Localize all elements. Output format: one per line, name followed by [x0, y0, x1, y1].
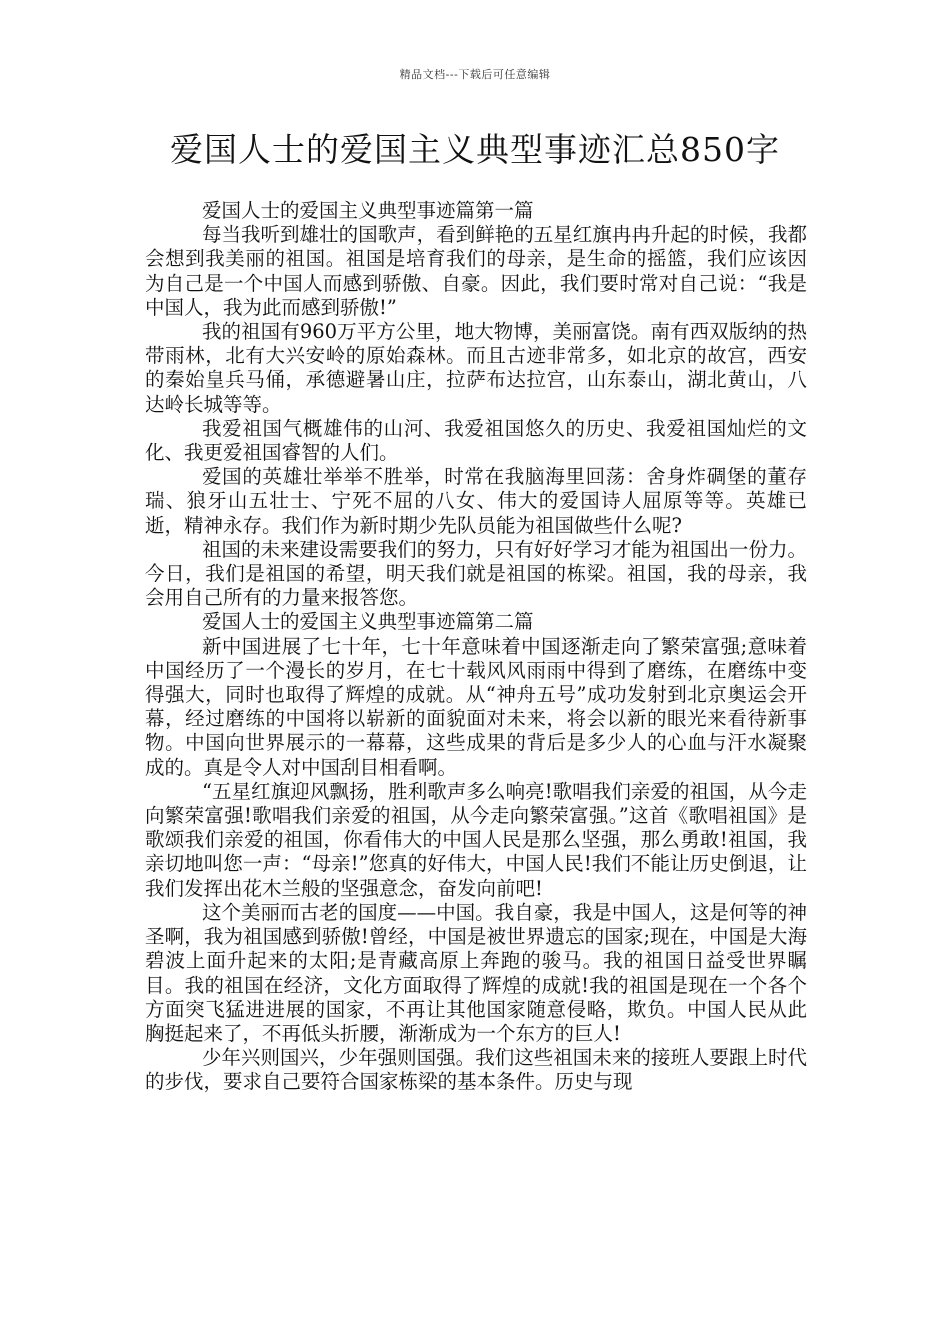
paragraph: 新中国进展了七十年，七十年意味着中国逐渐走向了繁荣富强;意味着中国经历了一个漫长的岁月，在七十载风风雨雨中得到了磨练，在磨练中变得强大，同时也取得了辉煌的成就。从“神舟五号”成功发射到北京奥运会开幕，经过磨练的中国将以崭新的面貌面对未来，将会以新的眼光来看待新事物。中国向世界展示的一幕幕，这些成果的背后是多少人的心血与汗水凝聚成的。真是令人对中国刮目相看啊。 [145, 634, 807, 779]
paragraph: 我的祖国有960万平方公里，地大物博，美丽富饶。南有西双版纳的热带雨林，北有大兴安岭的原始森林。而且古迹非常多，如北京的故宫，西安的秦始皇兵马俑，承德避暑山庄，拉萨布达拉宫，山东泰山，湖北黄山，八达岭长城等等。 [145, 320, 807, 416]
page-title: 爱国人士的爱国主义典型事迹汇总850字 [170, 130, 780, 169]
paragraph: 每当我听到雄壮的国歌声，看到鲜艳的五星红旗冉冉升起的时候，我都会想到我美丽的祖国。祖国是培育我们的母亲，是生命的摇篮，我们应该因为自己是一个中国人而感到骄傲、自豪。因此，我们要时常对自己说：“我是中国人，我为此而感到骄傲!” [145, 223, 807, 319]
paragraph: 少年兴则国兴，少年强则国强。我们这些祖国未来的接班人要跟上时代的步伐，要求自己要符合国家栋梁的基本条件。历史与现 [145, 1046, 807, 1094]
section-heading-1: 爱国人士的爱国主义典型事迹篇第一篇 [201, 199, 534, 222]
paragraph: 这个美丽而古老的国度——中国。我自豪，我是中国人，这是何等的神圣啊，我为祖国感到骄傲!曾经，中国是被世界遗忘的国家;现在，中国是大海碧波上面升起来的太阳;是青藏高原上奔跑的骏马。我的祖国日益受世界瞩目。我的祖国在经济，文化方面取得了辉煌的成就!我的祖国是现在一个各个方面突飞猛进进展的国家，不再让其他国家随意侵略，欺负。中国人民从此胸挺起来了，不再低头折腰，渐渐成为一个东方的巨人! [145, 900, 807, 1045]
paragraph: 我爱祖国气概雄伟的山河、我爱祖国悠久的历史、我爱祖国灿烂的文化、我更爱祖国睿智的人们。 [145, 416, 807, 465]
paragraph: 祖国的未来建设需要我们的努力，只有好好学习才能为祖国出一份力。今日，我们是祖国的希望，明天我们就是祖国的栋梁。祖国，我的母亲，我会用自己所有的力量来报答您。 [145, 537, 807, 610]
header-note: 精品文档---下载后可任意编辑 [399, 68, 551, 81]
section-heading-2: 爱国人士的爱国主义典型事迹篇第二篇 [201, 610, 534, 634]
paragraph: “五星红旗迎风飘扬，胜利歌声多么响亮!歌唱我们亲爱的祖国，从今走向繁荣富强!歌唱我们亲爱的祖国，从今走向繁荣富强。”这首《歌唱祖国》是歌颂我们亲爱的祖国，你看伟大的中国人民是那么坚强，那么勇敢!祖国，我亲切地叫您一声：“母亲!”您真的好伟大，中国人民!我们不能让历史倒退，让我们发挥出花木兰般的坚强意念，奋发向前吧! [145, 779, 807, 900]
paragraph: 爱国的英雄壮举举不胜举，时常在我脑海里回荡：舍身炸碉堡的董存瑞、狼牙山五壮士、宁死不屈的八女、伟大的爱国诗人屈原等等。英雄已逝，精神永存。我们作为新时期少先队员能为祖国做些什么呢? [145, 465, 807, 537]
body-text [145, 199, 807, 1095]
